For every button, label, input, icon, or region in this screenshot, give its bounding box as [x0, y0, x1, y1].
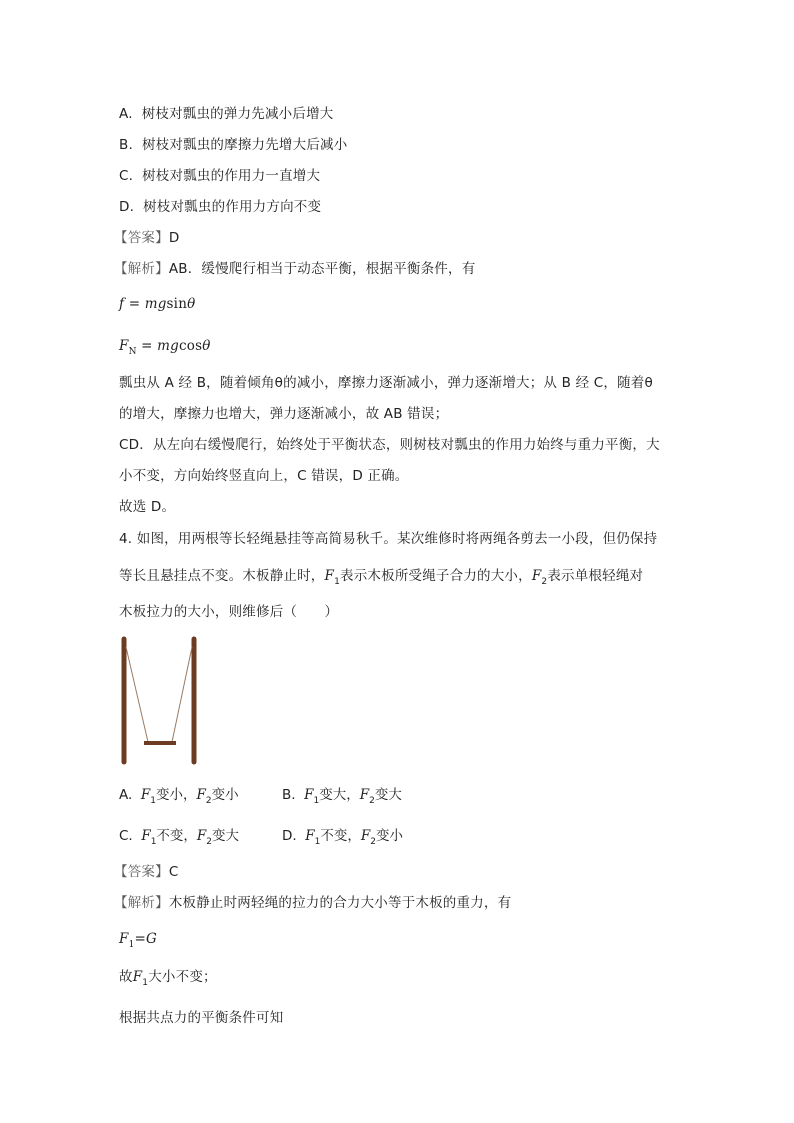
option-b: B. 树枝对瓢虫的摩擦力先增大后减小 [119, 137, 348, 153]
equation-friction: f = mgsinθ [119, 296, 196, 312]
answer-tag: 【答案】 [114, 230, 169, 246]
q4-option-c: C. $F_1$不变，$F_2$变大 [119, 828, 240, 847]
question4-line2: 等长且悬挂点不变。木板静止时，$F_1$表示木板所受绳子合力的大小，$F_2$表示单根轻绳对 [119, 568, 644, 587]
answer-q3: 【答案】D [114, 230, 180, 246]
q4-option-b: B. $F_1$变大，$F_2$变大 [282, 787, 402, 806]
analysis-q3-line6: 故选 D。 [119, 499, 176, 515]
analysis-tag: 【解析】 [114, 895, 169, 911]
analysis-q4-line3: 根据共点力的平衡条件可知 [119, 1010, 284, 1026]
q4-option-d: D. $F_1$不变，$F_2$变小 [282, 828, 403, 847]
option-c: C. 树枝对瓢虫的作用力一直增大 [119, 168, 321, 184]
analysis-q4-line2: 故$F_1$大小不变； [119, 969, 217, 988]
analysis-tag: 【解析】 [114, 261, 169, 277]
option-d: D. 树枝对瓢虫的作用力方向不变 [119, 199, 322, 215]
option-a: A. 树枝对瓢虫的弹力先减小后增大 [119, 106, 334, 122]
analysis-q4-line1: 【解析】木板静止时两轻绳的拉力的合力大小等于木板的重力，有 [114, 895, 512, 911]
swing-board [144, 741, 176, 745]
analysis-q3-line5: 小不变，方向始终竖直向上，C 错误，D 正确。 [119, 468, 409, 484]
answer-tag: 【答案】 [114, 864, 169, 880]
answer-q4: 【答案】C [114, 864, 179, 880]
left-rope [126, 647, 148, 742]
right-rope [172, 647, 192, 742]
q4-option-a: A. $F_1$变小，$F_2$变小 [119, 787, 239, 806]
equation-f1: $F_1=G$ [119, 931, 158, 950]
analysis-q3-line1: 【解析】AB．缓慢爬行相当于动态平衡，根据平衡条件，有 [114, 261, 476, 277]
analysis-q3-line2: 瓢虫从 A 经 B，随着倾角θ的减小，摩擦力逐渐减小，弹力逐渐增大；从 B 经 C，随着θ [119, 375, 653, 391]
analysis-q3-line4: CD．从左向右缓慢爬行，始终处于平衡状态，则树枝对瓢虫的作用力始终与重力平衡，大 [119, 437, 660, 453]
question4-line1: 4. 如图，用两根等长轻绳悬挂等高简易秋千。某次维修时将两绳各剪去一小段，但仍保持 [119, 531, 658, 547]
question4-line3: 木板拉力的大小，则维修后（ ） [119, 604, 339, 620]
equation-normal: $F_N = mgcos\theta$ [119, 338, 211, 357]
analysis-q3-line3: 的增大，摩擦力也增大，弹力逐渐减小，故 AB 错误； [119, 406, 449, 422]
